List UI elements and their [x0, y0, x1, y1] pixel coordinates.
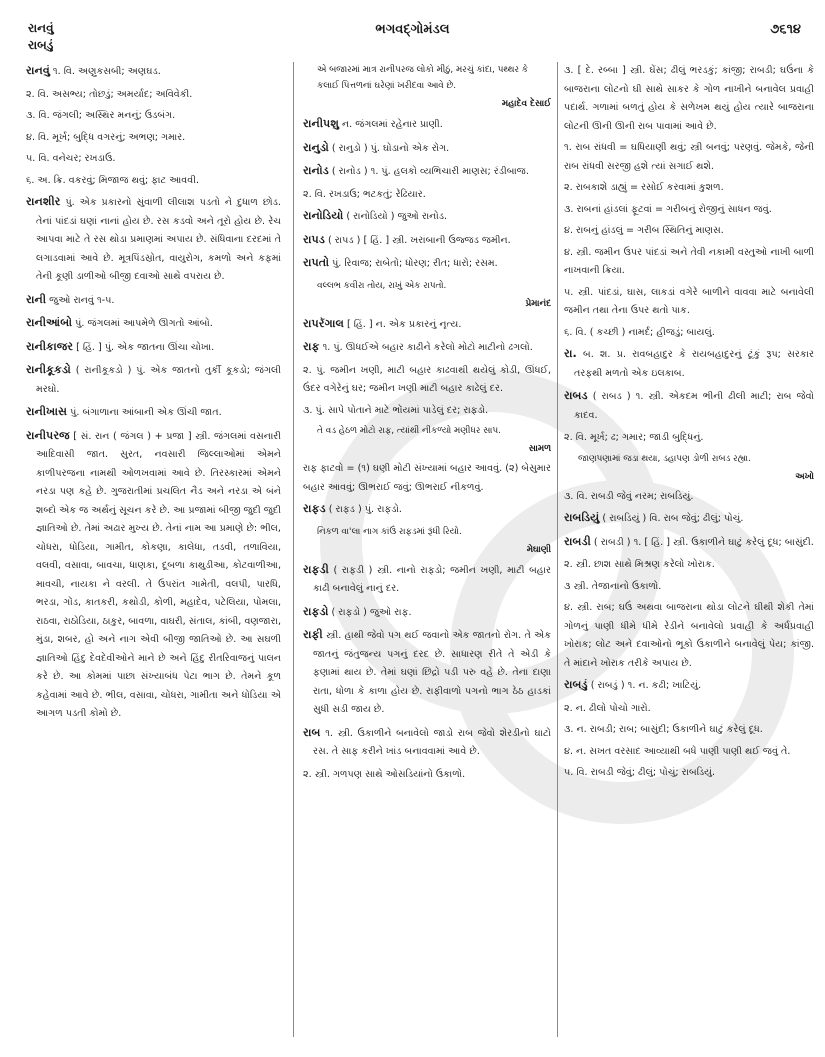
entry-definition: [ હિં. ] પું. એક જાતના ઊંચા ચોખા. — [76, 341, 215, 353]
dictionary-entry — [26, 427, 281, 724]
sense-definition: ૩ સ્ત્રી. તેજાનાનો ઉકાળો. — [564, 580, 662, 592]
column-2 — [303, 62, 551, 1037]
entry-headword: રાફ — [303, 340, 320, 353]
citation-author: પ્રેમાનંદ — [525, 298, 551, 309]
sense-definition: ૪. રાબનું હાંડલું = ગરીબ સ્થિતિનું માણસ. — [564, 225, 724, 236]
sense-definition: ૩. વિ. રાબડી જેવું નરમ; રાબડિયું. — [564, 490, 694, 502]
entry-definition: ( રાપડ ) [ હિં. ] સ્ત્રી. ખરાબાની ઉજ્જડ જમીન. — [328, 234, 511, 246]
citation-author: સામળ — [528, 444, 551, 454]
entry-headword: રાપતો — [303, 256, 329, 269]
dictionary-entry — [564, 533, 814, 553]
sense-definition: ૨. વિ. અસભ્ય; તોછડું; અમર્યાદ; અવિવેકી. — [26, 88, 193, 100]
citation-quote: જાણપણામાં જડા થયા, ડહાપણ ડોળી રાબડ રહ્યા. — [578, 453, 751, 464]
column-divider — [557, 62, 558, 1037]
entry-headword: રાફડી — [303, 562, 329, 576]
sense-definition: ૩. રાબનાં હાંડલાં ફૂટવાં = ગરીબનું રોજીનું સાધન જવું. — [564, 203, 772, 215]
sense-definition: ૨. સ્ત્રી. છાશ સાથે મિશ્રણ કરેલો ખોરાક. — [564, 559, 715, 570]
entry-definition: ( રાનોડ ) ૧. પું. હલકો વ્યભિચારી માણસ; રંડીબાજ. — [331, 166, 529, 177]
sense-definition: ૫. વિ. રાબડી જેવું; ઢીલું; પોચું; રાબડિયું. — [564, 767, 716, 778]
entry-definition: ( રાનુડો ) પું. ઘોડાનો એક રોગ. — [331, 142, 450, 154]
dictionary-entry — [26, 291, 281, 311]
sense-definition: રાફ ફાટવો = (૧) ઘણી મોટી સંખ્યામાં બહાર આવવું. (૨) બેસુમાર બહાર આવવું; ઊભરાઈ જવું; ઊભરાઈ નીકળવું. — [303, 463, 551, 493]
sense-definition: ૫. સ્ત્રી. પાંદડાં, ઘાસ, લાકડાં વગેરે બાળીને વાવવા માટે બનાવેલી જમીન તથા તેના ઉપર થતો પાક. — [564, 286, 814, 316]
entry-definition: ૧. સ્ત્રી. ઉકાળીને બનાવેલો જાડો રાબ જેવો શેરડીનો ઘાટો રસ. તે સાફ કરીને ખાંડ બનાવવામાં આવે છે. — [313, 727, 551, 757]
entry-headword: રાબડી — [564, 534, 591, 548]
column-3 — [564, 62, 814, 1037]
citation-quote: નિકળ વા'લા નાગ કાંઉં રાફડમાં રૂંધી રિયો. — [317, 526, 462, 537]
dictionary-title: ભગવદ્ગોમંડલ — [375, 22, 450, 37]
page-number: ૭૬૧૪ — [770, 22, 801, 37]
dictionary-entry — [26, 193, 281, 287]
entry-headword: રા. — [564, 347, 577, 360]
sense-definition: ૫. વિ. વનેચર; રખડાઉ. — [26, 153, 116, 164]
dictionary-entry — [303, 724, 551, 762]
dictionary-entry — [303, 338, 551, 358]
dictionary-entry — [564, 387, 814, 425]
dictionary-entry — [564, 509, 814, 529]
entry-headword: રાનશીર — [26, 195, 61, 208]
dictionary-columns — [26, 62, 814, 1042]
entry-headword: રાનીકાજર — [26, 339, 74, 353]
page-header — [0, 18, 825, 58]
sense-definition: ૨. વિ. રખડાઉ; ભટકતું; રેઢિયાર. — [303, 188, 426, 200]
dictionary-entry — [303, 115, 551, 135]
sense-definition: ૪. ન. સખત વરસાદ આવ્યાથી બધે પાણી પાણી થઈ જવું તે. — [564, 745, 791, 757]
sense-definition: ૬. વિ. ( કચ્છી ) નામર્દ; હીજડું; બાયલું. — [564, 326, 715, 338]
entry-definition: ( રાબડિયું ) વિ. રાબ જેવું; ઢીલું; પોચું. — [602, 513, 744, 524]
dictionary-entry — [303, 626, 551, 720]
citation-author: મહાદેવ દેસાઈ — [501, 99, 551, 109]
entry-headword: રાનીકૂકડો — [26, 363, 71, 376]
entry-definition: ( રાનોડિયો ) જુઓ રાનોડ. — [346, 211, 448, 222]
entry-definition: ( રાબડ ) ૧. સ્ત્રી. એકદમ ભીની ઢીલી માટી; રાબ જેવો કાદવ. — [574, 391, 814, 421]
entry-definition: ૧. પું. ઊધઈએ બહાર કાઢીને કરેલો મોટો માટીનો ઢગલો. — [322, 342, 533, 353]
entry-definition: ( રાફડી ) સ્ત્રી. નાનો રાફડો; જમીન ખણી, માટી બહાર કાઢી બનાવેલું નાનું દર. — [313, 564, 551, 594]
sense-definition: ૩. પું. સાપે પોતાને માટે ભોંયમાં પાડેલું દર; રાફડો. — [303, 404, 489, 416]
sense-definition: ૨. વિ. મૂર્ખ; ઢ; ગમાર; જાડી બુદ્ધિનું. — [564, 432, 704, 443]
entry-definition: ( રાબડી ) ૧. [ હિં. ] સ્ત્રી. ઉકાળીને ઘાટું કરેલું દૂધ; બાસુંદી. — [593, 536, 814, 548]
entry-headword: રાનીઆંબો — [26, 316, 73, 329]
sense-definition: ૪. સ્ત્રી. જમીન ઉપર પાંદડાં અને તેવી નકામી વસ્તુઓ નાખી બાળી નાખવાની ક્રિયા. — [564, 246, 814, 276]
sense-definition: ૩. [ દે. રબ્બા ] સ્ત્રી. ઘેંસ; ઢીલું ભરડકું; કાંજી; રાબડી; ઘઉંના કે બાજરાના લોટનો ઘી સાથે સાકર કે ગોળ નાખીને બનાવેલ પ્રવાહી પદાર્થ. ગળામાં બળતું હોય કે સળેખમ થયું હોય ત્યારે બાજરાના લોટની ઊની ઊની રાબ પાવામાં આવે છે. — [564, 65, 814, 132]
citation-quote: વલ્લભ કવીરા તોય, રાખું એક રાપતો. — [317, 280, 447, 291]
entry-headword: રાનીપશુ — [303, 117, 339, 130]
entry-definition: ( રાફડો ) જુઓ રાફ. — [331, 606, 412, 618]
dictionary-entry — [26, 403, 281, 423]
sense-definition: ૨. રાબકાશે ડાહ્યું = રસોઈ કરવામાં કુશળ. — [564, 182, 724, 193]
dictionary-entry — [303, 231, 551, 251]
dictionary-entry — [564, 676, 814, 696]
sense-definition: ૬. અ. ક્રિ. વકરવું; મિજાજ થવું; ફાટ આવવી. — [26, 174, 200, 186]
dictionary-entry — [26, 314, 281, 334]
citation-quote: તે વડ હેઠળ મોટો રાફ, ત્યાંથી નીકળ્યો મણીધર સાપ. — [317, 426, 501, 436]
dictionary-entry — [303, 254, 551, 274]
entry-headword: રાબ — [303, 725, 321, 739]
entry-headword: રાનવું — [26, 64, 50, 77]
entry-headword: રાબડું — [564, 678, 588, 691]
sense-definition: ૩. ન. રાબડી; રાબ; બાસુંદી; ઉકાળીને ઘાટું કરેલું દૂધ. — [564, 724, 763, 735]
entry-headword: રાપડ — [303, 232, 325, 246]
dictionary-entry — [303, 561, 551, 599]
entry-definition: ૧. વિ. અણુકસબી; અણઘડ. — [52, 66, 161, 77]
entry-definition: બ. શ. પ્ર. રાવબહાદુર કે રાયબહાદુરનું ટૂંકું રૂપ; સરકાર તરફથી મળતો એક ઇલકાબ. — [574, 349, 814, 379]
guide-word-first: રાનવું — [28, 21, 54, 35]
sense-definition: ૪. વિ. મૂર્ખ; બુદ્ધિ વગરનું; અભણ; ગમાર. — [26, 131, 186, 143]
column-divider — [293, 62, 294, 1037]
entry-definition: પું. રિવાજ; રાબેતો; ધોરણ; રીત; ધારો; રસમ. — [332, 258, 498, 269]
dictionary-entry — [303, 315, 551, 335]
entry-headword: રાફી — [303, 628, 323, 641]
dictionary-entry — [303, 139, 551, 159]
entry-headword: રાબડિયું — [564, 511, 600, 524]
entry-definition: ન. જંગલમાં રહેનાર પ્રાણી. — [342, 119, 443, 130]
sense-definition: ૧. રાબ રાંધવી = ઘધિયાણી થવું; સ્ત્રી બનવું; પરણવું. જેમકે, જેની રાબ રાંધવી સરજી હશે ત્યાં સગાઈ થશે. — [564, 142, 814, 172]
dictionary-entry — [303, 603, 551, 623]
entry-definition: પું. બંગાળાના આંબાની એક ઊંચી જાત. — [70, 407, 222, 418]
entry-headword: રાફડો — [303, 604, 329, 618]
entry-headword: રાનોડિયો — [303, 209, 344, 222]
dictionary-entry — [303, 500, 551, 520]
entry-definition: [ હિં. ] ન. એક પ્રકારનું નૃત્ય. — [347, 318, 462, 330]
entry-definition: પું. એક પ્રકારનો સુંવાળી લીલાશ પડતો ને દુધાળ છોડ. તેનાં પાંદડાં ઘણાં નાનાં હોય છે. રસ કડવો અને તૂરો હોય છે. રેચ આપવા માટે તે રસ થોડા પ્રમાણમાં અપાય છે. સંધિવાના દરદમાં તે લગાડવામાં આવે છે. મૂત્રપિંડસ્રોત, વાયુરોગ, કમળો અને કફમાં તેની કૂણી ડાળીઓ બીજી દવાઓ સાથે વપરાય છે. — [36, 197, 281, 282]
dictionary-entry — [303, 162, 551, 182]
entry-headword: રાનીખાસ — [26, 405, 68, 418]
citation-author: અખો — [795, 471, 814, 482]
entry-definition: જુઓ રાનવું ૧-૫. — [49, 294, 115, 306]
dictionary-entry — [26, 62, 281, 82]
guide-word-last: રાબડું — [28, 38, 54, 52]
entry-headword: રાનોડ — [303, 164, 329, 177]
dictionary-entry — [564, 345, 814, 383]
dictionary-entry — [26, 361, 281, 399]
sense-definition: ૩. વિ. જંગલી; અસ્થિર મનનું; ઉડબંગ. — [26, 110, 176, 121]
sense-definition: ૨. પું. જમીન ખણી, માટી બહાર કાઢવાથી થયેલું કોડી, ઊંધઈ, ઉંદર વગેરેનું ઘર; જમીન ખણી માટી બહાર કાઢેલું દર. — [303, 364, 551, 394]
entry-definition: ( રાફડ ) પું. રાફડો. — [328, 504, 402, 515]
entry-definition: પું. જંગલમાં આપમેળે ઊગતો આંબો. — [75, 318, 213, 329]
entry-headword: રાપરૅગાલ — [303, 316, 344, 330]
sense-definition: ૨. સ્ત્રી. ગળપણ સાથે ઓસડિયાંનો ઉકાળો. — [303, 768, 466, 780]
entry-headword: રાનીપરજ — [26, 428, 70, 442]
entry-definition: ( રાબડું ) ૧. ન. કઢી; ખાટિયું. — [590, 680, 702, 691]
sense-definition: ૨. ન. ઢીલો પોચો ગારો. — [564, 702, 651, 714]
dictionary-entry — [26, 338, 281, 358]
entry-definition: ( રાનીકૂકડો ) પું. એક જાતનો તુર્કી કૂકડો; જંગલી મરઘો. — [36, 365, 281, 395]
entry-headword: રાબડ — [564, 389, 588, 402]
sense-definition: ૪. સ્ત્રી. રાબ; ઘઉં અથવા બાજરાના થોડા લોટને ઘીથી શેકી તેમાં ગોળનું પાણી ધીમે ધીમે રેડીને બનાવેલો પ્રવાહી કે અર્ધપ્રવાહી ખોરાક; લોટ અને દવાઓનો ભૂકો ઉકાળીને બનાવેલું પેય; કાંજી. તે માંદાને ખોરાક તરીકે અપાય છે. — [564, 602, 814, 669]
entry-headword: રાફડ — [303, 502, 326, 515]
entry-definition: સ્ત્રી. હાથી જેવો પગ થઈ જવાનો એક જાતનો રોગ. તે એક જાતનું જંતુજન્ય પગનું દરદ છે. સાધારણ રીતે તે એડી કે ફણામાં થાય છે. તેમાં ઘણાં છિદ્રો પડી પરુ વહે છે. તેના દાણા રાતા, ધોળા કે કાળા હોય છે. રાફીવાળો પગનો ભાગ ઠેઠ હાડકાં સુધી સડી જાય છે. — [313, 630, 551, 715]
citation-quote: એ બજારમાં માત્ર રાનીપરજ લોકો મીઠું, મરચું કાંદા, પથ્થર કે કલાઈ પિત્તળનાં ઘરેણાં ખરીદવા આવે છે. — [317, 65, 528, 91]
column-1 — [26, 62, 281, 1037]
entry-headword: રાનુડો — [303, 140, 329, 154]
entry-definition: [ સં. રાન ( જંગલ ) + પ્રજા ] સ્ત્રી. જંગલમાં વસનારી આદિવાસી જાત. સુરત, નવસારી જિલ્લાઓમાં એમને કાળીપરજના નામથી ઓળખવામાં આવે છે. તિરસ્કારમાં એમને નરડા પણ કહે છે. ગુજરાતીમાં પ્રચલિત નૈડ અને નરડા એ બંને શબ્દો એક જ અર્થનું સૂચન કરે છે. આ પ્રજામાં બીજી જુદી જુદી જ્ઞાતિઓ છે. તેમાં અઢાર મુખ્ય છે. તેનાં નામ આ પ્રમાણે છે: ભીલ, ચોધરા, ધોડિયા, ગામીત, કોકણા, કાલેધા, તડવી, તળાવિયા, વલવી, વસાવા, બાવચા, ધાણકા, દૂબળા કાથુડીઆ, કોટવાળીઆ, માવચી, નાયકા ને વરલી. તે ઉપરાંત ગામેતી, વલપી, પારધિ, ભરડા, ગોંડ, કાતકરી, કથોડી, કોળી, મહાદેવ, પટેલિયા, પોમલા, રાઠવા, રાઠોડિયા, ઠાકુર, બાવળા, વાઘરી, સંતાલ, કાંબી, વણજારા, મુંડા, શબર, હો અને નાગ એવી બીજી જાતિઓ છે. આ સઘળી જ્ઞાતિઓ હિંદુ દેવદેવીઓને માને છે અને હિંદુ રીતરિવાજનું પાલન કરે છે. આ કોમમાં પાછા સંખ્યાબંધ પેટા ભાગ છે. તેમને કૂળ કહેવામાં આવે છે. ભીલ, વસાવા, ચોધરા, ગામીતા અને ધોડિયા એ આગળ પડતી કોમો છે. — [36, 430, 281, 719]
dictionary-entry — [303, 207, 551, 227]
citation-author: મેઘાણી — [526, 544, 551, 555]
entry-headword: રાની — [26, 292, 47, 306]
